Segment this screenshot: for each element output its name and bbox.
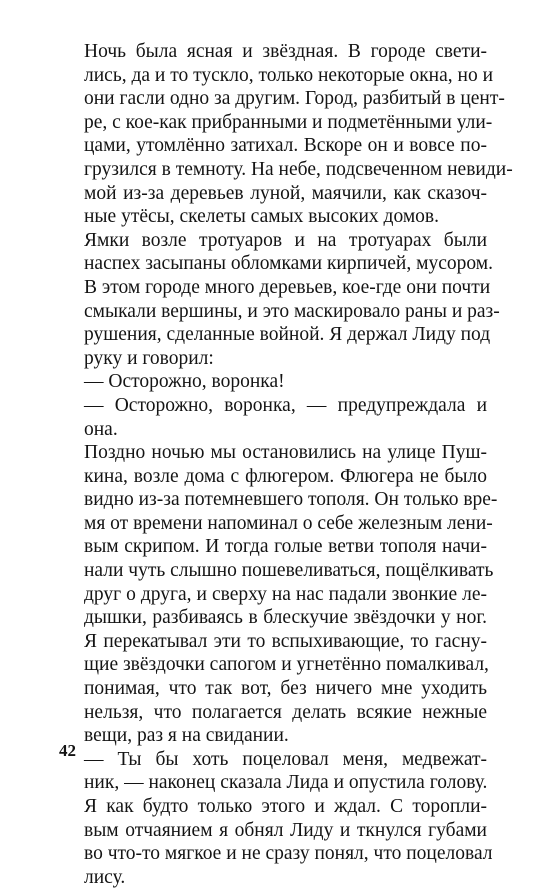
dialogue-line xyxy=(59,748,487,795)
text-line: — Осторожно, воронка, — предупреждала и xyxy=(84,394,487,416)
text-line: В этом городе много деревьев, кое-где они почти xyxy=(84,276,491,298)
text-line: Я перекатывал эти то вспыхивающие, то гасну- xyxy=(84,630,487,652)
text-line: нельзя, что полагается делать всякие нежные xyxy=(84,701,487,723)
text-line: Я как будто только этого и ждал. С торопли- xyxy=(84,796,487,817)
text-line: она. xyxy=(84,418,118,440)
text-line: — Осторожно, воронка! xyxy=(84,371,285,393)
text-line: во что-то мягкое и не сразу понял, что поцеловал xyxy=(84,843,493,865)
text-line: ник, — наконец сказала Лида и опустила голову. xyxy=(84,772,488,794)
text-line: ные утёсы, скелеты самых высоких домов. xyxy=(84,206,440,228)
text-line: грузился в темноту. На небе, подсвеченном невиди- xyxy=(84,158,513,180)
text-line: они гасли одно за другим. Город, разбитый в цент- xyxy=(84,88,505,110)
text-line: нали чуть слышно пошевеливаться, пощёлкивать xyxy=(84,560,494,582)
text-line: наспех засыпаны обломками кирпичей, мусором. xyxy=(84,253,493,275)
page-number: 42 xyxy=(59,741,76,760)
text-line: понимая, что так вот, без ничего мне уходить xyxy=(84,678,487,700)
dialogue-line xyxy=(59,370,487,394)
text-line: рушения, сделанные войной. Я держал Лиду под xyxy=(84,324,491,346)
text-line: вым отчаянием я обнял Лиду и ткнулся губами xyxy=(84,819,487,841)
text-line: дышки, разбиваясь в блескучие звёздочки у ног. xyxy=(84,607,487,629)
text-line: вещи, раз я на свидании. xyxy=(84,725,289,747)
text-line: Поздно ночью мы остановились на улице Пуш- xyxy=(84,442,487,464)
text-line: Ямки возле тротуаров и на тротуарах были xyxy=(84,229,487,251)
text-line: Ночь была ясная и звёздная. В городе свети- xyxy=(84,41,487,62)
text-line: лису. xyxy=(84,866,126,888)
text-line: лись, да и то тускло, только некоторые окна, но и xyxy=(84,64,494,86)
dialogue-line xyxy=(59,394,487,441)
book-page xyxy=(59,40,513,889)
paragraph xyxy=(59,795,493,889)
text-line: ре, с кое-как прибранными и подметёнными ули- xyxy=(84,111,493,133)
paragraph xyxy=(59,441,498,748)
text-line: смыкали вершины, и это маскировало раны и раз- xyxy=(84,300,500,322)
text-line: мой из-за деревьев луной, маячили, как сказоч- xyxy=(84,182,487,204)
paragraph xyxy=(59,229,500,371)
text-line: руку и говорил: xyxy=(84,347,214,369)
text-line: — Ты бы хоть поцеловал меня, медвежат- xyxy=(84,748,487,770)
text-line: кина, возле дома с флюгером. Флюгера не было xyxy=(84,465,487,487)
text-line: вым скрипом. И тогда голые ветви тополя начи- xyxy=(84,536,487,558)
text-line: видно из-за потемневшего тополя. Он только вре- xyxy=(84,489,498,511)
text-line: друг о друга, и сверху на нас падали звонкие ле- xyxy=(84,583,487,605)
text-line: цами, утомлённо затихал. Вскоре он и вовсе по- xyxy=(84,135,487,157)
text-line: щие звёздочки сапогом и угнетённо помалкивал, xyxy=(84,654,489,676)
text-line: мя от времени напоминал о себе железным лени- xyxy=(84,512,493,534)
paragraph xyxy=(59,40,513,229)
